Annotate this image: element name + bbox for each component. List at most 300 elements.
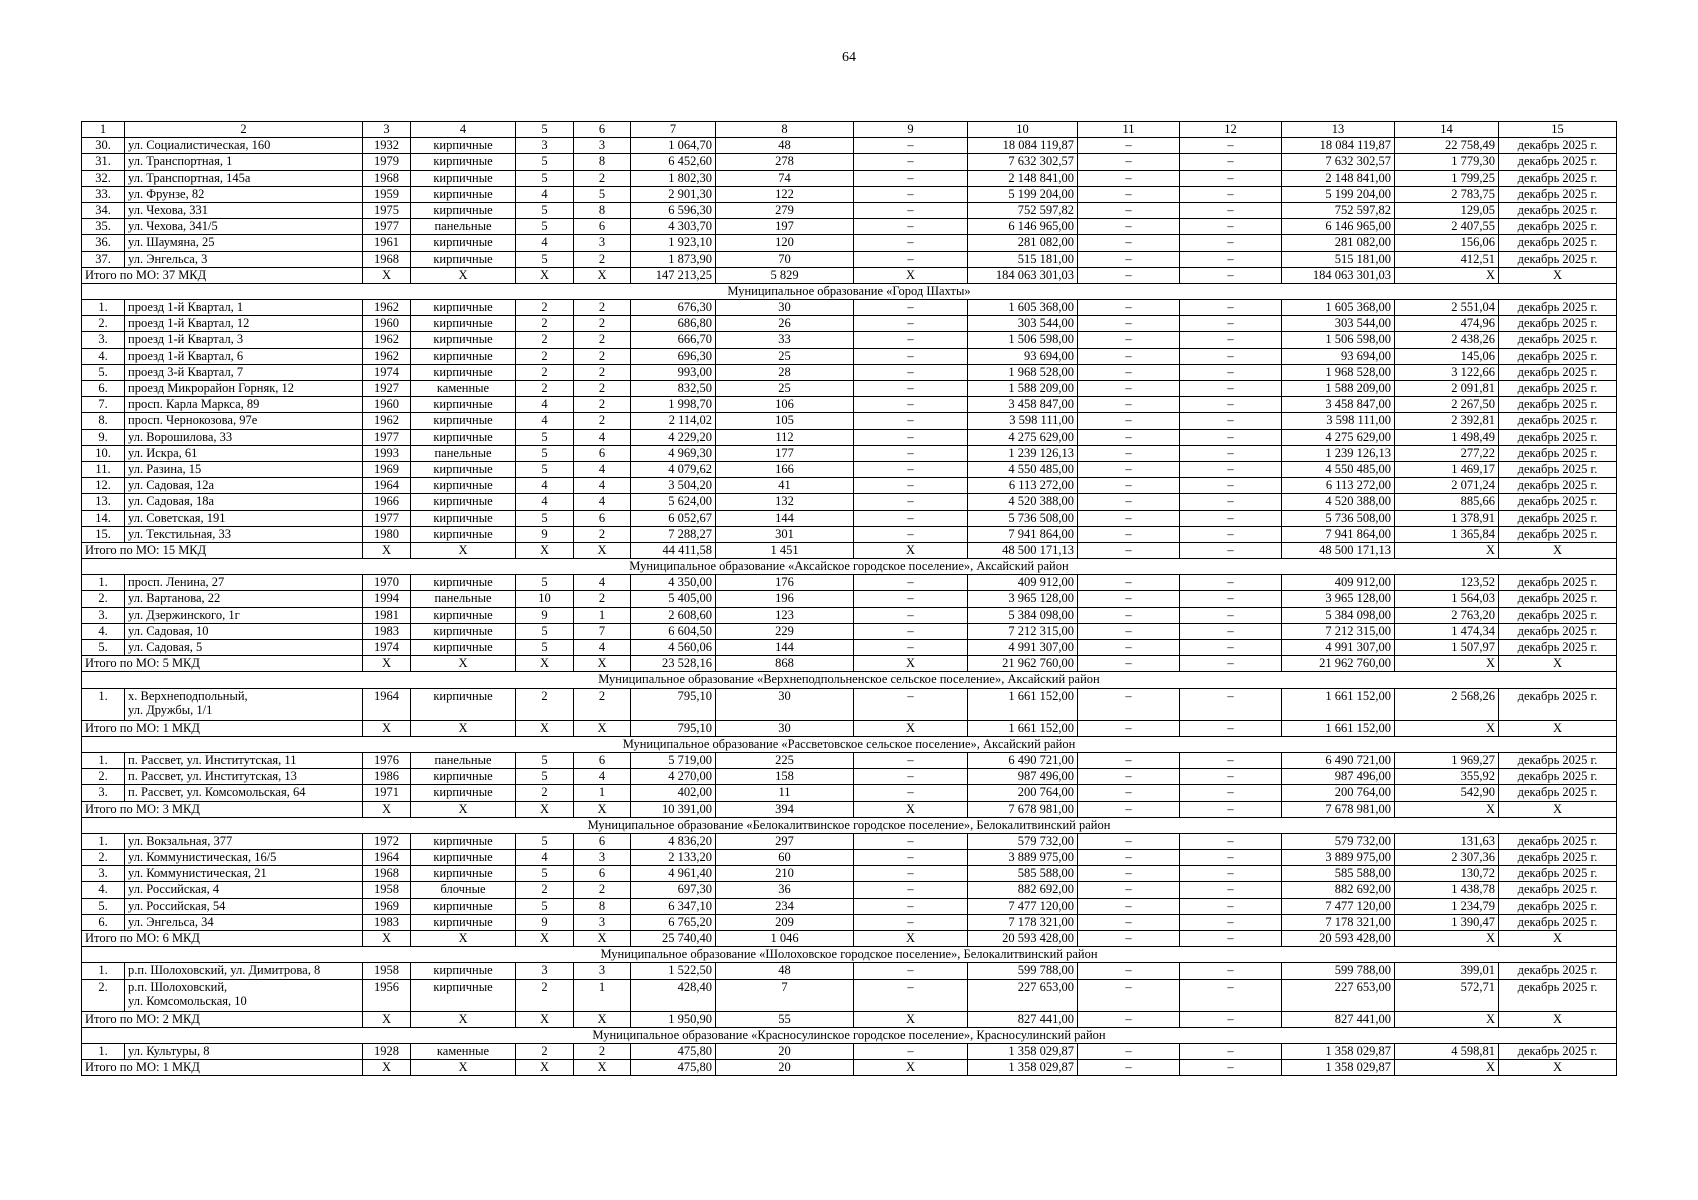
table-cell: 6 604,50 <box>631 623 716 639</box>
table-cell: 1. <box>82 575 125 591</box>
table-cell: – <box>1180 494 1282 510</box>
table-cell: кирпичные <box>411 429 516 445</box>
table-cell: декабрь 2025 г. <box>1499 510 1617 526</box>
table-cell: – <box>1078 251 1180 267</box>
table-cell: 827 441,00 <box>968 1011 1078 1027</box>
table-cell: 35. <box>82 219 125 235</box>
table-cell: – <box>1078 526 1180 542</box>
table-cell: Х <box>1395 931 1499 947</box>
table-cell: декабрь 2025 г. <box>1499 381 1617 397</box>
total-label: Итого по МО: 2 МКД <box>82 1011 363 1027</box>
table-cell: декабрь 2025 г. <box>1499 445 1617 461</box>
table-cell: декабрь 2025 г. <box>1499 461 1617 477</box>
table-cell: декабрь 2025 г. <box>1499 251 1617 267</box>
table-cell: – <box>1078 332 1180 348</box>
table-cell: 1964 <box>363 688 411 720</box>
table-cell: – <box>854 640 968 656</box>
table-cell: 6. <box>82 381 125 397</box>
table-cell: 1 661 152,00 <box>1282 688 1395 720</box>
table-cell: 4 275 629,00 <box>1282 429 1395 445</box>
address-cell: ул. Фрунзе, 82 <box>125 186 363 202</box>
table-cell: Х <box>363 1060 411 1076</box>
table-cell: 15. <box>82 526 125 542</box>
table-cell: 1 661 152,00 <box>968 688 1078 720</box>
table-cell: 28 <box>716 364 854 380</box>
table-cell: кирпичные <box>411 316 516 332</box>
table-cell: 6 146 965,00 <box>968 219 1078 235</box>
table-cell: 5 199 204,00 <box>1282 186 1395 202</box>
table-cell: 20 <box>716 1043 854 1059</box>
table-cell: 2 <box>574 413 631 429</box>
table-cell: 6 <box>574 833 631 849</box>
table-cell: – <box>854 138 968 154</box>
table-cell: 1964 <box>363 850 411 866</box>
table-cell: 166 <box>716 461 854 477</box>
table-cell: кирпичные <box>411 348 516 364</box>
table-cell: 6 <box>574 510 631 526</box>
table-cell: 4 <box>574 769 631 785</box>
table-cell: кирпичные <box>411 833 516 849</box>
table-cell: 11. <box>82 461 125 477</box>
table-cell: 7 178 321,00 <box>968 914 1078 930</box>
table-cell: 1962 <box>363 348 411 364</box>
table-cell: 1928 <box>363 1043 411 1059</box>
table-cell: Х <box>363 267 411 283</box>
table-cell: 1968 <box>363 251 411 267</box>
table-cell: 184 063 301,03 <box>968 267 1078 283</box>
table-cell: 1959 <box>363 186 411 202</box>
table-row <box>82 640 1617 656</box>
table-cell: 515 181,00 <box>968 251 1078 267</box>
table-cell: – <box>1180 154 1282 170</box>
table-cell: 428,40 <box>631 979 716 1011</box>
table-cell: кирпичные <box>411 154 516 170</box>
table-cell: 1962 <box>363 413 411 429</box>
table-row <box>82 170 1617 186</box>
table-cell: 3 <box>574 138 631 154</box>
table-cell: 2 <box>516 882 574 898</box>
table-cell: декабрь 2025 г. <box>1499 202 1617 218</box>
table-cell: 281 082,00 <box>1282 235 1395 251</box>
table-row <box>82 785 1617 801</box>
table-cell: 3 <box>516 963 574 979</box>
table-cell: 4 270,00 <box>631 769 716 785</box>
table-cell: 9 <box>516 914 574 930</box>
table-cell: 1 358 029,87 <box>968 1043 1078 1059</box>
table-cell: 5 829 <box>716 267 854 283</box>
table-cell: 2 071,24 <box>1395 478 1499 494</box>
table-cell: – <box>854 445 968 461</box>
table-cell: 6 <box>574 445 631 461</box>
address-cell: ул. Вокзальная, 377 <box>125 833 363 849</box>
table-cell: – <box>1180 640 1282 656</box>
table-cell: 4 969,30 <box>631 445 716 461</box>
table-cell: Х <box>516 720 574 736</box>
table-cell: Х <box>516 542 574 558</box>
table-row <box>82 850 1617 866</box>
table-cell: – <box>1078 300 1180 316</box>
table-cell: 5 <box>516 866 574 882</box>
table-cell: 6 <box>574 866 631 882</box>
table-cell: – <box>854 623 968 639</box>
table-cell: кирпичные <box>411 575 516 591</box>
table-cell: 827 441,00 <box>1282 1011 1395 1027</box>
table-cell: 144 <box>716 510 854 526</box>
table-cell: – <box>854 526 968 542</box>
table-cell: декабрь 2025 г. <box>1499 364 1617 380</box>
table-cell: 2 <box>516 364 574 380</box>
table-cell: – <box>1180 688 1282 720</box>
table-cell: – <box>1180 575 1282 591</box>
table-cell: – <box>854 461 968 477</box>
table-cell: блочные <box>411 882 516 898</box>
table-cell: 1 950,90 <box>631 1011 716 1027</box>
table-cell: 475,80 <box>631 1060 716 1076</box>
table-cell: декабрь 2025 г. <box>1499 300 1617 316</box>
table-cell: – <box>1180 251 1282 267</box>
table-row <box>82 381 1617 397</box>
address-cell: ул. Транспортная, 145а <box>125 170 363 186</box>
table-cell: 281 082,00 <box>968 235 1078 251</box>
table-cell: 409 912,00 <box>968 575 1078 591</box>
table-cell: 158 <box>716 769 854 785</box>
table-cell: декабрь 2025 г. <box>1499 348 1617 364</box>
table-cell: 10 391,00 <box>631 801 716 817</box>
table-cell: декабрь 2025 г. <box>1499 494 1617 510</box>
table-cell: 4. <box>82 348 125 364</box>
table-cell: – <box>1078 623 1180 639</box>
table-cell: 1 661 152,00 <box>1282 720 1395 736</box>
table-cell: 5 736 508,00 <box>968 510 1078 526</box>
table-cell: – <box>1180 202 1282 218</box>
table-cell: 25 <box>716 348 854 364</box>
table-cell: Х <box>854 801 968 817</box>
table-row <box>82 154 1617 170</box>
table-row <box>82 219 1617 235</box>
table-cell: Х <box>1499 720 1617 736</box>
table-cell: 474,96 <box>1395 316 1499 332</box>
table-cell: 6 596,30 <box>631 202 716 218</box>
table-cell: 1969 <box>363 898 411 914</box>
total-label: Итого по МО: 3 МКД <box>82 801 363 817</box>
table-cell: 1 968 528,00 <box>1282 364 1395 380</box>
table-cell: 120 <box>716 235 854 251</box>
table-cell: – <box>854 898 968 914</box>
table-cell: 60 <box>716 850 854 866</box>
table-cell: – <box>1078 542 1180 558</box>
table-cell: 2. <box>82 850 125 866</box>
table-cell: 297 <box>716 833 854 849</box>
table-cell: 3 <box>574 914 631 930</box>
table-cell: – <box>1180 914 1282 930</box>
table-cell: 2 901,30 <box>631 186 716 202</box>
table-cell: 1994 <box>363 591 411 607</box>
table-cell: 7 477 120,00 <box>1282 898 1395 914</box>
table-cell: кирпичные <box>411 170 516 186</box>
table-cell: 2 <box>574 251 631 267</box>
apartment-buildings-table <box>81 121 1617 1076</box>
table-cell: декабрь 2025 г. <box>1499 397 1617 413</box>
table-cell: 33. <box>82 186 125 202</box>
address-cell: ул. Чехова, 341/5 <box>125 219 363 235</box>
table-cell: 2 091,81 <box>1395 381 1499 397</box>
address-cell: ул. Текстильная, 33 <box>125 526 363 542</box>
table-cell: 6 113 272,00 <box>1282 478 1395 494</box>
table-cell: – <box>1180 381 1282 397</box>
table-cell: декабрь 2025 г. <box>1499 186 1617 202</box>
table-cell: панельные <box>411 752 516 768</box>
table-cell: Х <box>1395 542 1499 558</box>
table-cell: 23 528,16 <box>631 656 716 672</box>
table-cell: – <box>854 850 968 866</box>
table-cell: 676,30 <box>631 300 716 316</box>
table-cell: 2 148 841,00 <box>968 170 1078 186</box>
table-row <box>82 769 1617 785</box>
table-cell: 74 <box>716 170 854 186</box>
table-cell: 1979 <box>363 154 411 170</box>
table-cell: – <box>1180 931 1282 947</box>
table-cell: декабрь 2025 г. <box>1499 429 1617 445</box>
table-cell: – <box>1180 656 1282 672</box>
table-cell: Х <box>411 1060 516 1076</box>
table-cell: – <box>1078 461 1180 477</box>
table-cell: 2 783,75 <box>1395 186 1499 202</box>
table-cell: 394 <box>716 801 854 817</box>
table-cell: 5. <box>82 640 125 656</box>
table-cell: декабрь 2025 г. <box>1499 914 1617 930</box>
table-cell: 8 <box>574 154 631 170</box>
table-cell: – <box>1180 801 1282 817</box>
table-cell: Х <box>854 720 968 736</box>
table-cell: кирпичные <box>411 332 516 348</box>
table-cell: 34. <box>82 202 125 218</box>
table-cell: 6 <box>574 752 631 768</box>
table-cell: 7 477 120,00 <box>968 898 1078 914</box>
table-cell: Х <box>411 267 516 283</box>
table-cell: 1977 <box>363 219 411 235</box>
table-cell: 1 358 029,87 <box>1282 1060 1395 1076</box>
table-cell: – <box>1078 640 1180 656</box>
table-cell: 1. <box>82 688 125 720</box>
address-line-2: ул. Дружбы, 1/1 <box>128 702 213 717</box>
table-cell: 2 438,26 <box>1395 332 1499 348</box>
table-cell: – <box>1078 235 1180 251</box>
table-cell: – <box>1180 413 1282 429</box>
table-cell: 11 <box>716 785 854 801</box>
table-cell: 4 <box>574 640 631 656</box>
table-cell: 1976 <box>363 752 411 768</box>
table-cell: 599 788,00 <box>1282 963 1395 979</box>
table-cell: декабрь 2025 г. <box>1499 623 1617 639</box>
table-cell: 227 653,00 <box>968 979 1078 1011</box>
table-cell: – <box>1180 542 1282 558</box>
table-row <box>82 1043 1617 1059</box>
column-header: 2 <box>125 122 363 138</box>
table-cell: декабрь 2025 г. <box>1499 640 1617 656</box>
table-cell: Х <box>516 801 574 817</box>
column-header: 12 <box>1180 122 1282 138</box>
table-cell: 1 358 029,87 <box>1282 1043 1395 1059</box>
table-cell: 278 <box>716 154 854 170</box>
table-cell: Х <box>363 931 411 947</box>
total-label: Итого по МО: 1 МКД <box>82 720 363 736</box>
table-cell: 1974 <box>363 364 411 380</box>
table-cell: 147 213,25 <box>631 267 716 283</box>
table-cell: 32. <box>82 170 125 186</box>
table-cell: 5 <box>516 219 574 235</box>
table-cell: – <box>854 979 968 1011</box>
table-row <box>82 251 1617 267</box>
table-row <box>82 478 1617 494</box>
table-cell: – <box>854 963 968 979</box>
table-cell: 106 <box>716 397 854 413</box>
table-cell: 1 605 368,00 <box>968 300 1078 316</box>
table-cell: – <box>1078 963 1180 979</box>
table-cell: 36 <box>716 882 854 898</box>
table-cell: 3 504,20 <box>631 478 716 494</box>
table-cell: 579 732,00 <box>968 833 1078 849</box>
table-cell: Х <box>363 656 411 672</box>
table-cell: – <box>1078 752 1180 768</box>
table-cell: Х <box>1395 656 1499 672</box>
table-row <box>82 866 1617 882</box>
table-cell: 1969 <box>363 461 411 477</box>
table-cell: кирпичные <box>411 898 516 914</box>
address-cell <box>125 979 363 1011</box>
table-cell: 4 <box>516 850 574 866</box>
table-row <box>82 914 1617 930</box>
table-cell: Х <box>363 542 411 558</box>
table-cell: кирпичные <box>411 785 516 801</box>
table-cell: 5 <box>516 833 574 849</box>
column-header: 6 <box>574 122 631 138</box>
table-cell: 41 <box>716 478 854 494</box>
table-cell: 1 507,97 <box>1395 640 1499 656</box>
table-cell: 882 692,00 <box>968 882 1078 898</box>
table-cell: Х <box>363 720 411 736</box>
table-cell: панельные <box>411 591 516 607</box>
table-cell: декабрь 2025 г. <box>1499 882 1617 898</box>
table-cell: декабрь 2025 г. <box>1499 769 1617 785</box>
table-cell: 303 544,00 <box>968 316 1078 332</box>
column-header: 14 <box>1395 122 1499 138</box>
table-cell: – <box>1180 364 1282 380</box>
table-cell: – <box>1180 445 1282 461</box>
table-cell: 2 <box>516 332 574 348</box>
table-cell: 22 758,49 <box>1395 138 1499 154</box>
table-cell: 1977 <box>363 429 411 445</box>
table-cell: 4 <box>574 575 631 591</box>
table-cell: 2 <box>516 381 574 397</box>
table-row <box>82 235 1617 251</box>
address-cell: ул. Ворошилова, 33 <box>125 429 363 445</box>
table-cell: панельные <box>411 445 516 461</box>
table-cell: 7 <box>716 979 854 1011</box>
total-row <box>82 267 1617 283</box>
table-cell: 1971 <box>363 785 411 801</box>
table-cell: – <box>854 769 968 785</box>
section-heading-row <box>82 947 1617 963</box>
table-row <box>82 688 1617 720</box>
table-cell: 20 593 428,00 <box>1282 931 1395 947</box>
table-cell: 30. <box>82 138 125 154</box>
table-cell: Х <box>574 1060 631 1076</box>
table-cell: Х <box>854 267 968 283</box>
table-cell: – <box>854 316 968 332</box>
table-cell: 1 474,34 <box>1395 623 1499 639</box>
address-cell: ул. Коммунистическая, 16/5 <box>125 850 363 866</box>
table-cell: – <box>1078 656 1180 672</box>
table-cell: – <box>1180 170 1282 186</box>
table-cell: Х <box>411 1011 516 1027</box>
table-cell: 4 <box>574 461 631 477</box>
table-cell: 4 079,62 <box>631 461 716 477</box>
table-cell: – <box>1078 882 1180 898</box>
table-cell: 301 <box>716 526 854 542</box>
table-cell: – <box>854 429 968 445</box>
table-cell: – <box>854 300 968 316</box>
table-cell: 402,00 <box>631 785 716 801</box>
table-cell: 30 <box>716 720 854 736</box>
table-cell: 2 568,26 <box>1395 688 1499 720</box>
table-cell: – <box>1078 979 1180 1011</box>
table-cell: 2 <box>574 332 631 348</box>
table-cell: 993,00 <box>631 364 716 380</box>
table-cell: 1 506 598,00 <box>968 332 1078 348</box>
table-cell: 93 694,00 <box>968 348 1078 364</box>
table-cell: 4 <box>516 413 574 429</box>
table-cell: 8 <box>574 898 631 914</box>
municipality-heading: Муниципальное образование «Рассветовское сельское поселение», Аксайский район <box>82 736 1617 752</box>
table-cell: 579 732,00 <box>1282 833 1395 849</box>
address-cell: ул. Садовая, 12а <box>125 478 363 494</box>
table-cell: 2 <box>516 688 574 720</box>
table-cell: 515 181,00 <box>1282 251 1395 267</box>
total-row <box>82 1011 1617 1027</box>
table-cell: кирпичные <box>411 963 516 979</box>
table-cell: 30 <box>716 688 854 720</box>
table-cell: – <box>1078 931 1180 947</box>
table-cell: 2 392,81 <box>1395 413 1499 429</box>
column-header: 1 <box>82 122 125 138</box>
table-cell: 37. <box>82 251 125 267</box>
table-cell: 3 598 111,00 <box>968 413 1078 429</box>
table-cell: 2. <box>82 316 125 332</box>
table-cell: – <box>1180 461 1282 477</box>
table-cell: декабрь 2025 г. <box>1499 979 1617 1011</box>
page-number: 64 <box>842 50 856 65</box>
address-line-1: р.п. Шолоховский, <box>128 979 228 994</box>
table-cell: декабрь 2025 г. <box>1499 316 1617 332</box>
table-cell: 1972 <box>363 833 411 849</box>
table-cell: 123,52 <box>1395 575 1499 591</box>
table-cell: – <box>854 186 968 202</box>
table-cell: 4 560,06 <box>631 640 716 656</box>
table-cell: 1 588 209,00 <box>1282 381 1395 397</box>
table-cell: – <box>1078 785 1180 801</box>
table-cell: 144 <box>716 640 854 656</box>
table-cell: 5 384 098,00 <box>1282 607 1395 623</box>
table-cell: 122 <box>716 186 854 202</box>
table-row <box>82 963 1617 979</box>
table-cell: – <box>1180 898 1282 914</box>
table-cell: 129,05 <box>1395 202 1499 218</box>
table-cell: декабрь 2025 г. <box>1499 688 1617 720</box>
table-cell: 5. <box>82 898 125 914</box>
table-cell: – <box>1078 445 1180 461</box>
table-cell: 5 <box>516 623 574 639</box>
table-cell: 2 <box>574 526 631 542</box>
